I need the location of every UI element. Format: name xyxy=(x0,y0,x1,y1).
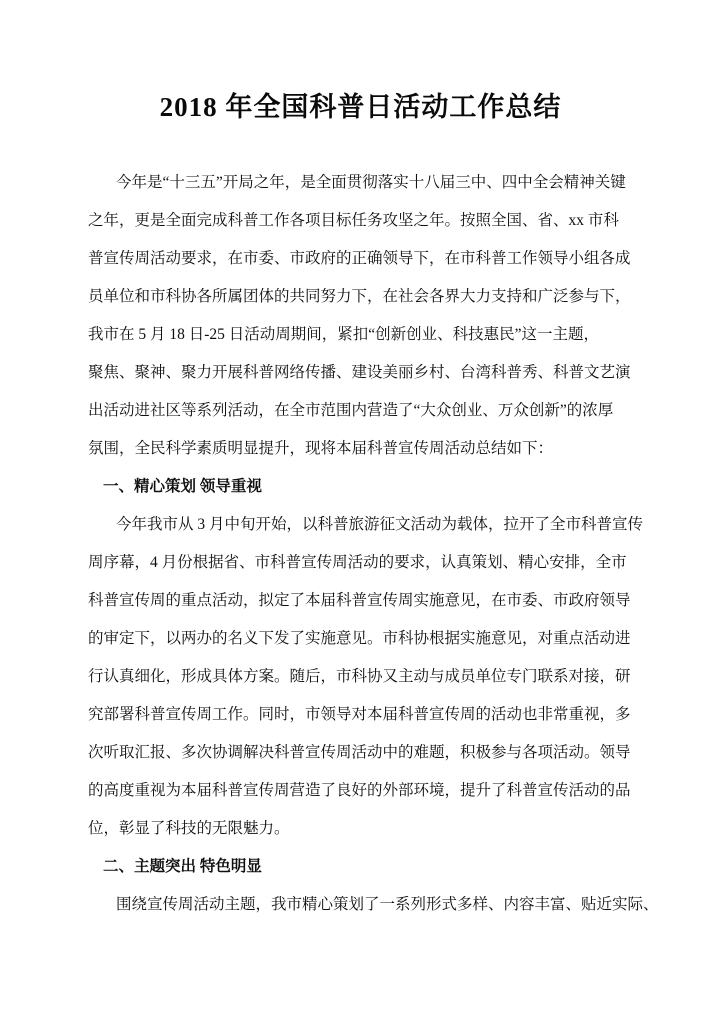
paragraph-line: 围绕宣传周活动主题，我市精心策划了一系列形式多样、内容丰富、贴近实际、 xyxy=(116,896,659,913)
paragraph-line: 科普宣传周的重点活动，拟定了本届科普宣传周实施意见，在市委、市政府领导 xyxy=(88,592,631,609)
document-title: 2018 年全国科普日活动工作总结 xyxy=(159,92,562,122)
paragraph-line: 今年是“十三五”开局之年，是全面贯彻落实十八届三中、四中全会精神关键 xyxy=(116,174,626,191)
paragraph-line: 行认真细化，形成具体方案。随后，市科协又主动与成员单位专门联系对接，研 xyxy=(88,668,631,685)
paragraph-line: 今年我市从 3 月中旬开始，以科普旅游征文活动为载体，拉开了全市科普宣传 xyxy=(116,516,644,533)
paragraph-line: 的高度重视为本届科普宣传周营造了良好的外部环境，提升了科普宣传活动的品 xyxy=(88,782,631,799)
paragraph-line: 位，彰显了科技的无限魅力。 xyxy=(88,820,290,837)
section-heading: 一、精心策划 领导重视 xyxy=(103,478,262,495)
document-body xyxy=(88,164,659,924)
paragraph-line: 聚焦、聚神、聚力开展科普网络传播、建设美丽乡村、台湾科普秀、科普文艺演 xyxy=(88,364,631,381)
paragraph-line: 次听取汇报、多次协调解决科普宣传周活动中的难题，积极参与各项活动。领导 xyxy=(88,744,631,761)
paragraph-line: 的审定下，以两办的名义下发了实施意见。市科协根据实施意见，对重点活动进 xyxy=(88,630,631,647)
paragraph-line: 究部署科普宣传周工作。同时，市领导对本届科普宣传周的活动也非常重视，多 xyxy=(88,706,631,723)
paragraph-line: 员单位和市科协各所属团体的共同努力下，在社会各界大力支持和广泛参与下， xyxy=(88,288,631,305)
paragraph-line: 出活动进社区等系列活动，在全市范围内营造了“大众创业、万众创新”的浓厚 xyxy=(88,402,614,419)
paragraph-line: 周序幕，4 月份根据省、市科普宣传周活动的要求，认真策划、精心安排，全市 xyxy=(88,554,627,571)
paragraph-line: 氛围，全民科学素质明显提升，现将本届科普宣传周活动总结如下： xyxy=(88,440,554,457)
section-heading: 二、主题突出 特色明显 xyxy=(103,858,262,875)
paragraph-line: 之年，更是全面完成科普工作各项目标任务攻坚之年。按照全国、省、xx 市科 xyxy=(88,212,619,229)
paragraph-line: 普宣传周活动要求，在市委、市政府的正确领导下，在市科普工作领导小组各成 xyxy=(88,250,631,267)
paragraph-line: 我市在 5 月 18 日-25 日活动周期间，紧扣“创新创业、科技惠民”这一主题， xyxy=(88,326,600,343)
